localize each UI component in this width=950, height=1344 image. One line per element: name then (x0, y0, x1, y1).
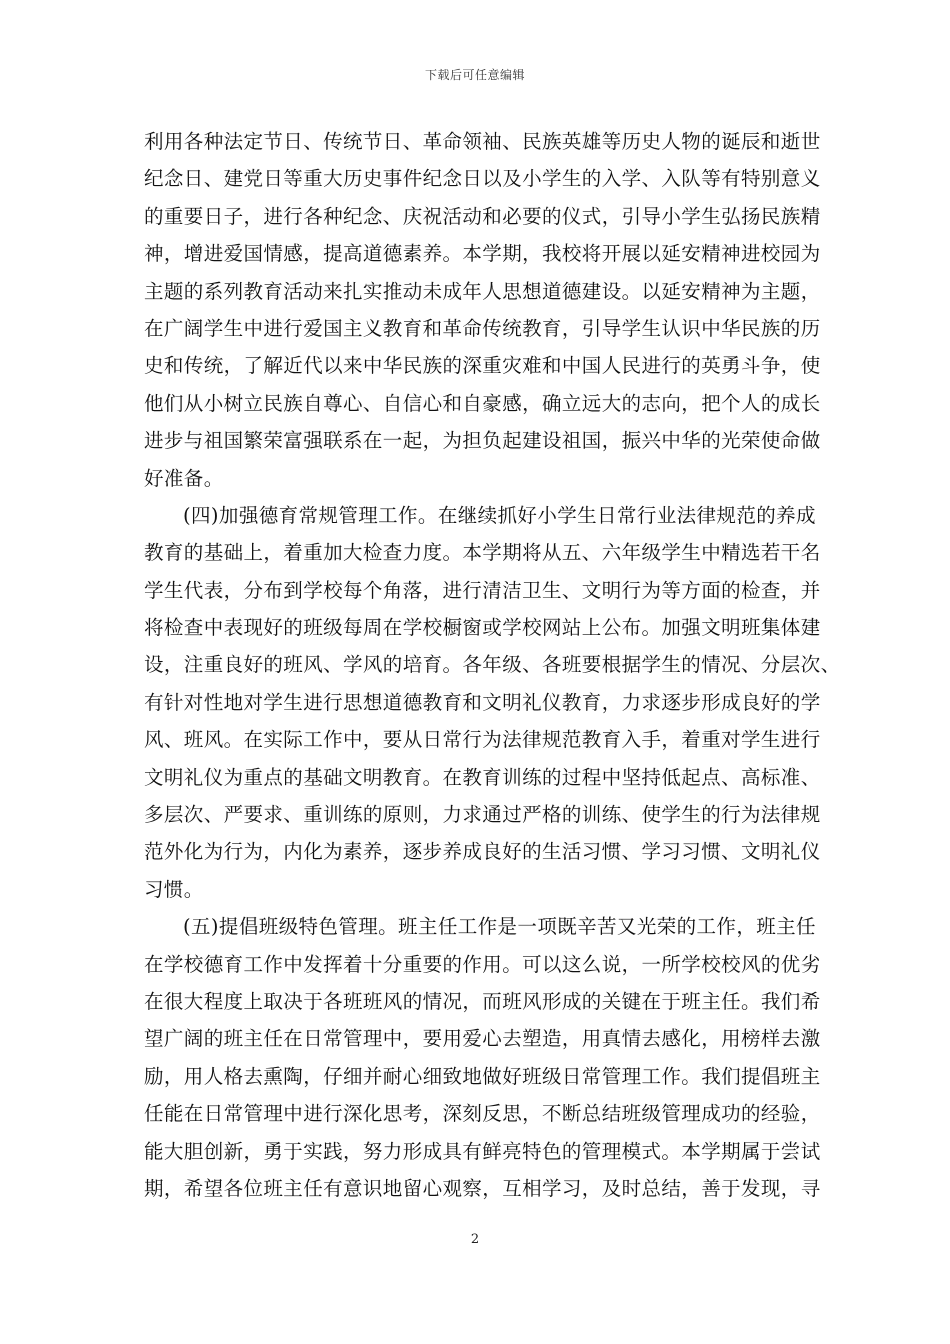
text-line: 在很大程度上取决于各班班风的情况，而班风形成的关键在于班主任。我们希 (144, 989, 821, 1013)
text-line: 纪念日、建党日等重大历史事件纪念日以及小学生的入学、入队等有特别意义 (144, 167, 821, 191)
text-line: 神，增进爱国情感，提高道德素养。本学期，我校将开展以延安精神进校园为 (144, 242, 821, 266)
page-header: 下载后可任意编辑 (424, 68, 525, 82)
text-line: 风、班风。在实际工作中，要从日常行为法律规范教育入手，着重对学生进行 (144, 728, 821, 752)
text-line: 学生代表，分布到学校每个角落，进行清洁卫生、文明行为等方面的检查，并 (144, 578, 821, 602)
text-line: 他们从小树立民族自尊心、自信心和自豪感，确立远大的志向，把个人的成长 (144, 391, 821, 415)
text-line: 在广阔学生中进行爱国主义教育和革命传统教育，引导学生认识中华民族的历 (144, 316, 821, 340)
text-line: 有针对性地对学生进行思想道德教育和文明礼仪教育，力求逐步形成良好的学 (144, 690, 821, 714)
text-line: 习惯。 (144, 877, 204, 901)
text-line: 能大胆创新，勇于实践，努力形成具有鲜亮特色的管理模式。本学期属于尝试 (144, 1139, 821, 1163)
text-line: 将检查中表现好的班级每周在学校橱窗或学校网站上公布。加强文明班集体建 (144, 616, 821, 640)
text-line: 好准备。 (144, 466, 224, 490)
page-number: 2 (470, 1232, 480, 1247)
text-line: 史和传统，了解近代以来中华民族的深重灾难和中国人民进行的英勇斗争，使 (144, 354, 821, 378)
text-line: 任能在日常管理中进行深化思考，深刻反思，不断总结班级管理成功的经验， (144, 1102, 821, 1126)
text-line: 文明礼仪为重点的基础文明教育。在教育训练的过程中坚持低起点、高标准、 (144, 765, 821, 789)
paragraph-heading-line: (五)提倡班级特色管理。班主任工作是一项既辛苦又光荣的工作，班主任 (183, 915, 816, 939)
text-line: 多层次、严要求、重训练的原则，力求通过严格的训练、使学生的行为法律规 (144, 803, 821, 827)
text-line: 教育的基础上，着重加大检查力度。本学期将从五、六年级学生中精选若干名 (144, 541, 821, 565)
text-line: 主题的系列教育活动来扎实推动未成年人思想道德建设。以延安精神为主题， (144, 279, 821, 303)
text-line: 的重要日子，进行各种纪念、庆祝活动和必要的仪式，引导小学生弘扬民族精 (144, 204, 821, 228)
text-line: 利用各种法定节日、传统节日、革命领袖、民族英雄等历史人物的诞辰和逝世 (144, 130, 821, 153)
text-line: 设，注重良好的班风、学风的培育。各年级、各班要根据学生的情况、分层次、 (144, 653, 841, 677)
document-body (144, 123, 841, 1207)
paragraph-heading-line: (四)加强德育常规管理工作。在继续抓好小学生日常行业法律规范的养成 (183, 503, 816, 527)
text-line: 在学校德育工作中发挥着十分重要的作用。可以这么说，一所学校校风的优劣 (144, 952, 821, 976)
text-line: 期，希望各位班主任有意识地留心观察，互相学习，及时总结，善于发现，寻 (144, 1176, 821, 1200)
text-line: 励，用人格去熏陶，仔细并耐心细致地做好班级日常管理工作。我们提倡班主 (144, 1064, 821, 1088)
text-line: 望广阔的班主任在日常管理中，要用爱心去塑造，用真情去感化，用榜样去激 (144, 1027, 821, 1051)
text-line: 进步与祖国繁荣富强联系在一起，为担负起建设祖国，振兴中华的光荣使命做 (144, 429, 821, 453)
text-line: 范外化为行为，内化为素养，逐步养成良好的生活习惯、学习习惯、文明礼仪 (144, 840, 821, 864)
